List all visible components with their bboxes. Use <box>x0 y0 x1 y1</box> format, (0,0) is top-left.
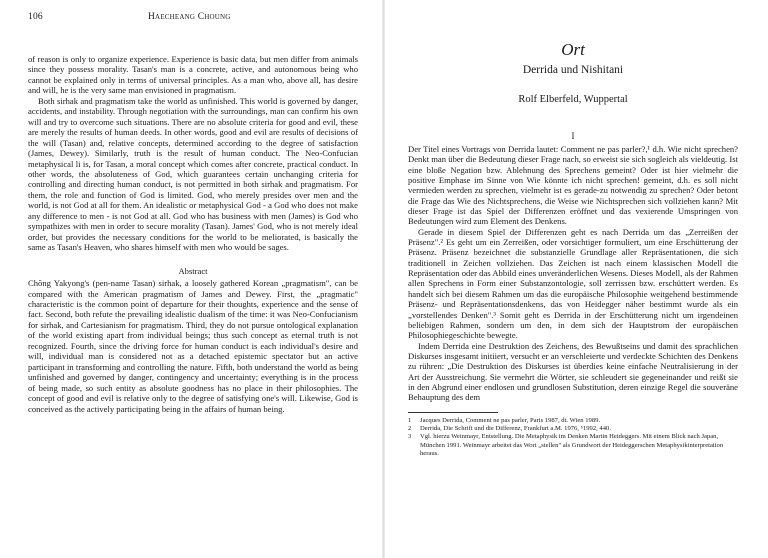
right-paragraph-3: Indem Derrida eine Destruktion des Zeichens, des Bewußtseins und damit des sprachlichen Diskurses insgesamt initiiert, versucht er an verschleierte und verdeckte Schichten des Denkens zu rühren: „Die Destruktion des Diskurses ist überdies keine einfache Neutralisierung in der Art der Ausstreichung. Sie vermehrt die Wörter, sie schleudert sie gegeneinander und reißt sie in den Abgrund einer endlosen und grundlosen Substitution, deren einzige Regel die souveräne Behauptung des dem <box>408 340 738 403</box>
left-paragraph-2: Both sirhak and pragmatism take the world as unfinished. This world is governed by danger, accidents, and instability. Through negotiation with the surroundings, man can confirm his own will and try to overcome such situations. There are no absolute criteria for good and evil, these are merely the results of human deeds. In other words, good and evil are results of decisions of the will (Tasan) and, relative concepts, determined according to the degree of satisfaction (James, Dewey). Similarly, truth is the result of human conduct. The Neo-Confucian metaphysical li is, for Tasan, a moral concept which comes after concrete, practical conduct. In other words, the absoluteness of God, which guarantees certain unchanging criteria for controlling and directing human conduct, is not permitted in both sirhak and pragmatism. For them, the role and function of God is limited. God, who merely presides over men and the world, is not God at all for them. An idealistic or metaphysical God - a God who does not make any difference to men - is not God at all. God who has business with men (James) is God who sympathizes with men in order to secure morality (Tasan). James' God, who is not merely ideal order, but provides the necessary conditions for the world to be meliorated, is basically the same as Tasan's Heaven, who shares himself with men who would be sages. <box>28 95 358 253</box>
left-body <box>28 54 358 414</box>
article-title: Ort <box>561 40 585 59</box>
footnote-mark: 1 <box>408 416 412 424</box>
footnote-divider <box>408 412 498 413</box>
left-paragraph-1: of reason is only to organize experience. Experience is basic data, but men differ from animals since they possess morality. Tasan's man is a concrete, active, and autonomous being who cannot be explained only in terms of universal principles. As a man who, above all, has desire and will, he is the very same man envisioned in pragmatism. <box>28 54 358 96</box>
footnote-text: Jacques Derrida, Comment ne pas parler, Paris 1987, dt. Wien 1989. <box>420 416 601 424</box>
footnote-text: Vgl. hierzu Weinmayr, Entstellung. Die Metaphysik im Denken Martin Heideggers. Mit einem Blick nach Japan, München 1991. Weinmayr arbeitet das Wort „stellen" als Grundwort der Heideggerschen Metaphysikinterpretation heraus. <box>420 433 724 458</box>
footnote-mark: 3 <box>408 433 412 441</box>
right-paragraph-1: Der Titel eines Vortrags von Derrida lautet: Comment ne pas parler?,¹ d.h. Wie nicht sprechen? Denkt man über die Bedeutung dieser Frage nach, so erweist sie sich sogleich als vieldeutig. Ist eine bloße Negation bzw. Ablehnung des Sprechens gemeint? Oder ist hier vielmehr die positive Emphase im Sinne von Wie könnte ich nicht sprechen! gemeint, d.h. es soll nicht vermieden werden zu sprechen, vielmehr ist es gerade-zu notwendig zu sprechen? Oder betont die Frage das Wie des Nichtsprechens, die Weise wie Nichtsprechen sich vollziehen kann? Mit dieser Frage ist das Spiel der Differenzen eröffnet und das vexierende Umspringen von Bedeutungen wird zum Element des Denkens. <box>408 144 738 227</box>
page-number: 106 <box>28 12 43 22</box>
right-paragraph-2: Gerade in diesem Spiel der Differenzen geht es nach Derrida um das „Zerreißen der Präsenz".² Es geht um ein Zerreißen, oder vorsichtiger formuliert, um eine Erschütterung der Präsenz. Präsenz bezeichnet die substanzielle Grundlage aller Repräsentationen, die sich traditionell in Zeichen vollziehen. Das Zeichen ist nach einem klassischen Modell die Repräsentation oder das Abbild eines unveränderlichen Wesens. Dieses Modell, als der Rahmen allen Sprechens in Form einer Substanzontologie, soll zerrissen bzw. erschüttert werden. Es handelt sich bei diesem Rahmen um das die europäische Philosophie weitgehend bestimmende Präsenz- und Repräsentationsdenkens, das von Heidegger näher bestimmt wurde als ein „vorstellendes Denken".³ Somit geht es Derrida in der Erschütterung nicht um irgendeinen beliebigen Rahmen, sondern um den, in dem sich der Hauptstrom der europäischen Philosophiegeschichte bewegte. <box>408 226 738 341</box>
abstract-heading: Abstract <box>178 265 208 276</box>
footnote-1 <box>408 417 738 425</box>
section-number: I <box>571 131 575 141</box>
footnotes <box>408 417 738 459</box>
running-head-author: Haecheang Choung <box>148 12 231 22</box>
footnote-mark: 2 <box>408 425 412 432</box>
article-author: Rolf Elberfeld, Wuppertal <box>518 94 628 105</box>
footnote-3 <box>408 433 738 458</box>
right-page <box>384 0 768 558</box>
footnote-text: Derrida, Die Schrift und die Differenz, Frankfurt a.M. 1976, ⁵1992, 440. <box>420 425 611 432</box>
left-running-head <box>28 12 358 26</box>
article-subtitle: Derrida und Nishitani <box>522 64 624 76</box>
right-body <box>408 144 738 403</box>
footnote-2 <box>408 425 738 433</box>
abstract-text: Chŏng Yakyong's (pen-name Tasan) sirhak, a loosely gathered Korean „pragmatism", can be compared with the American pragmatism of James and Dewey. First, the „pragmatic" characteristic is the common point of departure for their thoughts, experience and the sense of fact. Second, both refute the prevailing idealistic dualism of the time: it was Neo-Confucianism for sirhak, and Cartesianism for pragmatism. Third, they do not pursue ontological explanation of the world existing apart from individual beings; thus such concept as eternal truth is not recognized. Fourth, since the driving force for human conduct is each individual's desire and will, individual man is considered not as a detached epistemic spectator but an active participant in transforming and controlling the nature. Fifth, both understand the world as being unfinished and governed by danger, contingency and uncertainty; everything is in the process of being made, so such entity as absolute goodness has no place in their philosophies. The concept of good and evil is relative only to the degree of satisfying one's will. Likewise, God is conceived as the actively participating being in the affairs of human being. <box>28 278 358 414</box>
